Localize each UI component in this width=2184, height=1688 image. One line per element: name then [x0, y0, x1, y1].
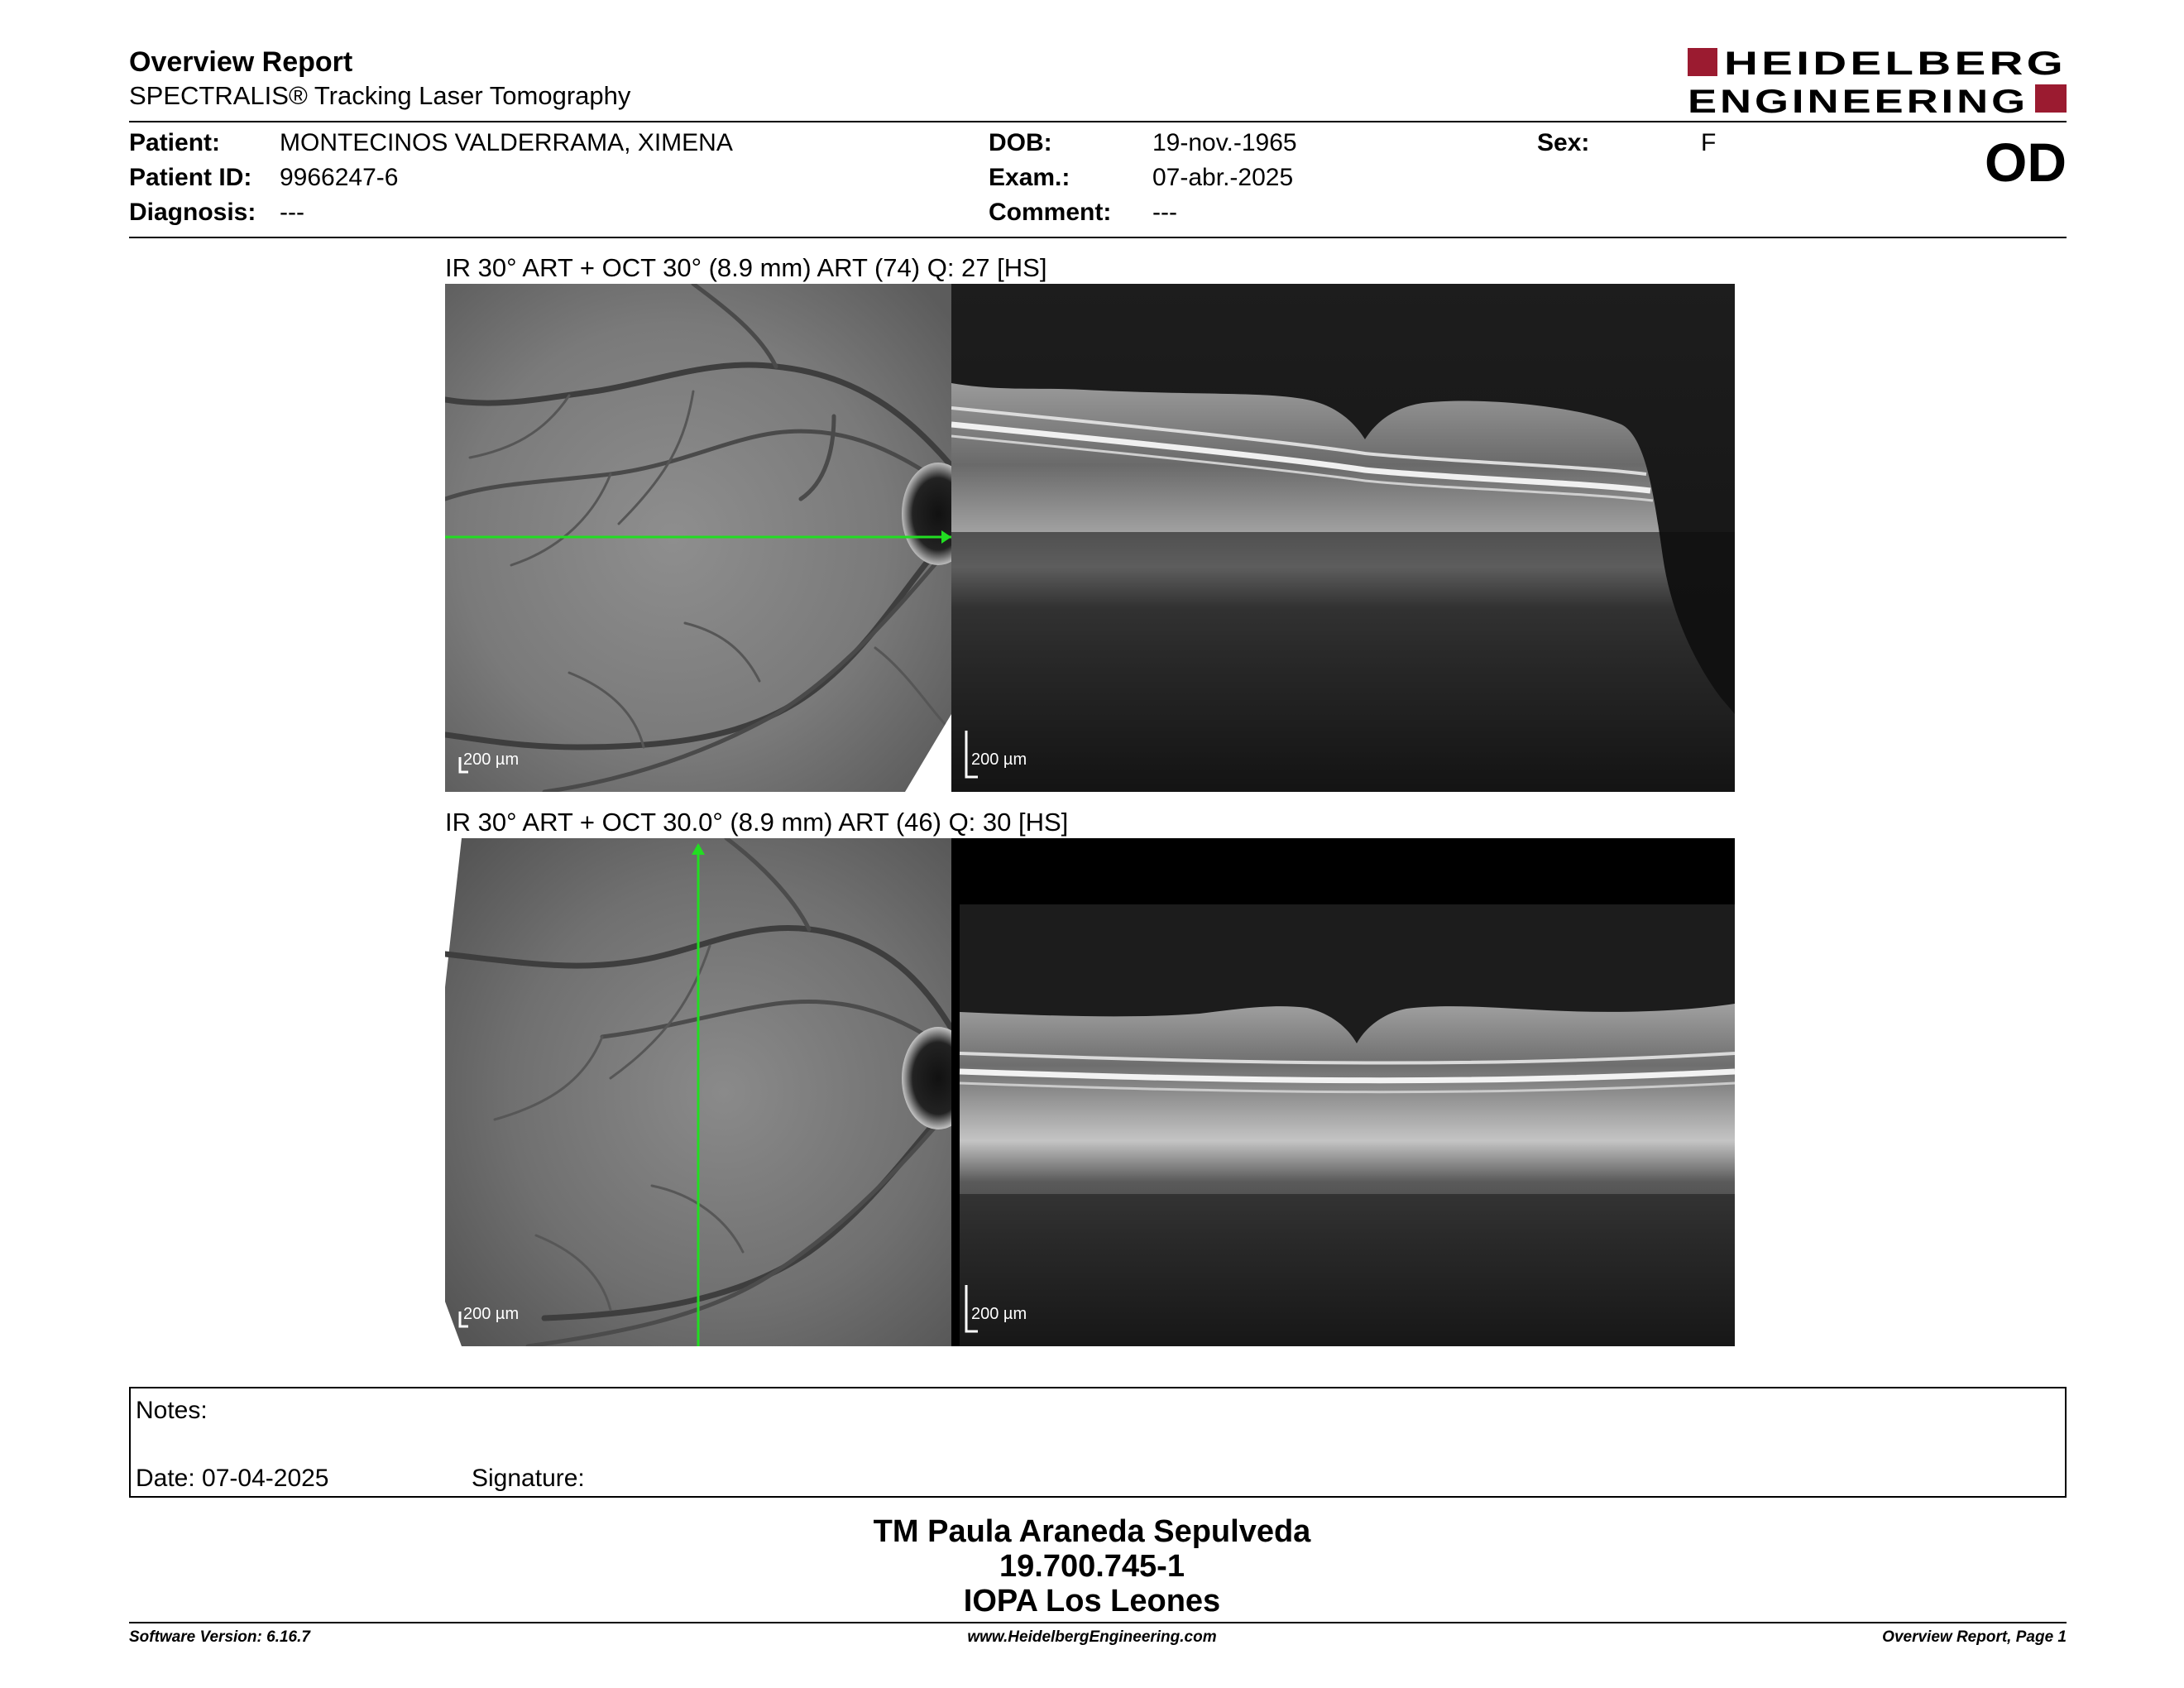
date-label: Date: 07-04-2025	[136, 1465, 329, 1492]
header-divider	[129, 121, 2067, 122]
patient-id-value: 9966247-6	[280, 164, 399, 191]
scan-1-oct-scale-label: 200 µm	[971, 750, 1027, 769]
svg-text:ENGINEERING: ENGINEERING	[1688, 84, 2028, 116]
sex-label: Sex:	[1537, 129, 1590, 156]
diagnosis-value: ---	[280, 199, 304, 226]
stamp-name: TM Paula Araneda Sepulveda	[873, 1514, 1311, 1549]
notes-label: Notes:	[136, 1397, 208, 1424]
diagnosis-label: Diagnosis:	[129, 199, 256, 226]
comment-value: ---	[1152, 199, 1177, 226]
scan-1-ir-scale-label: 200 µm	[463, 750, 520, 769]
heidelberg-logo	[1688, 46, 2068, 116]
scan-1-caption: IR 30° ART + OCT 30° (8.9 mm) ART (74) Q: 27 [HS]	[445, 253, 1047, 282]
page-label: Overview Report, Page 1	[1882, 1628, 2067, 1646]
scan-2-oct-scale-label: 200 µm	[971, 1305, 1027, 1323]
stamp-institution: IOPA Los Leones	[963, 1584, 1221, 1618]
exam-label: Exam.:	[989, 164, 1070, 191]
dob-label: DOB:	[989, 129, 1052, 156]
scan-2-caption: IR 30° ART + OCT 30.0° (8.9 mm) ART (46) Q: 30 [HS]	[445, 808, 1069, 837]
scan-1-ir-fundus-image	[445, 284, 951, 792]
sex-value: F	[1701, 129, 1717, 156]
exam-value: 07-abr.-2025	[1152, 164, 1294, 191]
website-link[interactable]: www.HeidelbergEngineering.com	[967, 1628, 1217, 1646]
patient-divider	[129, 237, 2067, 238]
patient-value: MONTECINOS VALDERRAMA, XIMENA	[280, 129, 733, 156]
signature-label: Signature:	[472, 1465, 585, 1492]
footer-divider	[129, 1622, 2067, 1623]
dob-value: 19-nov.-1965	[1152, 129, 1297, 156]
stamp-id: 19.700.745-1	[999, 1549, 1185, 1584]
report-title: Overview Report	[129, 46, 353, 78]
software-version: Software Version: 6.16.7	[129, 1628, 310, 1646]
notes-box	[129, 1387, 2067, 1498]
eye-indicator: OD	[1985, 132, 2067, 193]
patient-label: Patient:	[129, 129, 221, 156]
comment-label: Comment:	[989, 199, 1112, 226]
report-subtitle: SPECTRALIS® Tracking Laser Tomography	[129, 81, 631, 110]
scan-1-oct-bscan-image	[951, 284, 1735, 792]
patient-id-label: Patient ID:	[129, 164, 252, 191]
scan-2-oct-bscan-image	[951, 838, 1735, 1346]
scan-2-ir-scale-label: 200 µm	[463, 1305, 520, 1323]
svg-text:HEIDELBERG: HEIDELBERG	[1724, 46, 2067, 82]
scan-2-ir-fundus-image	[445, 838, 951, 1346]
